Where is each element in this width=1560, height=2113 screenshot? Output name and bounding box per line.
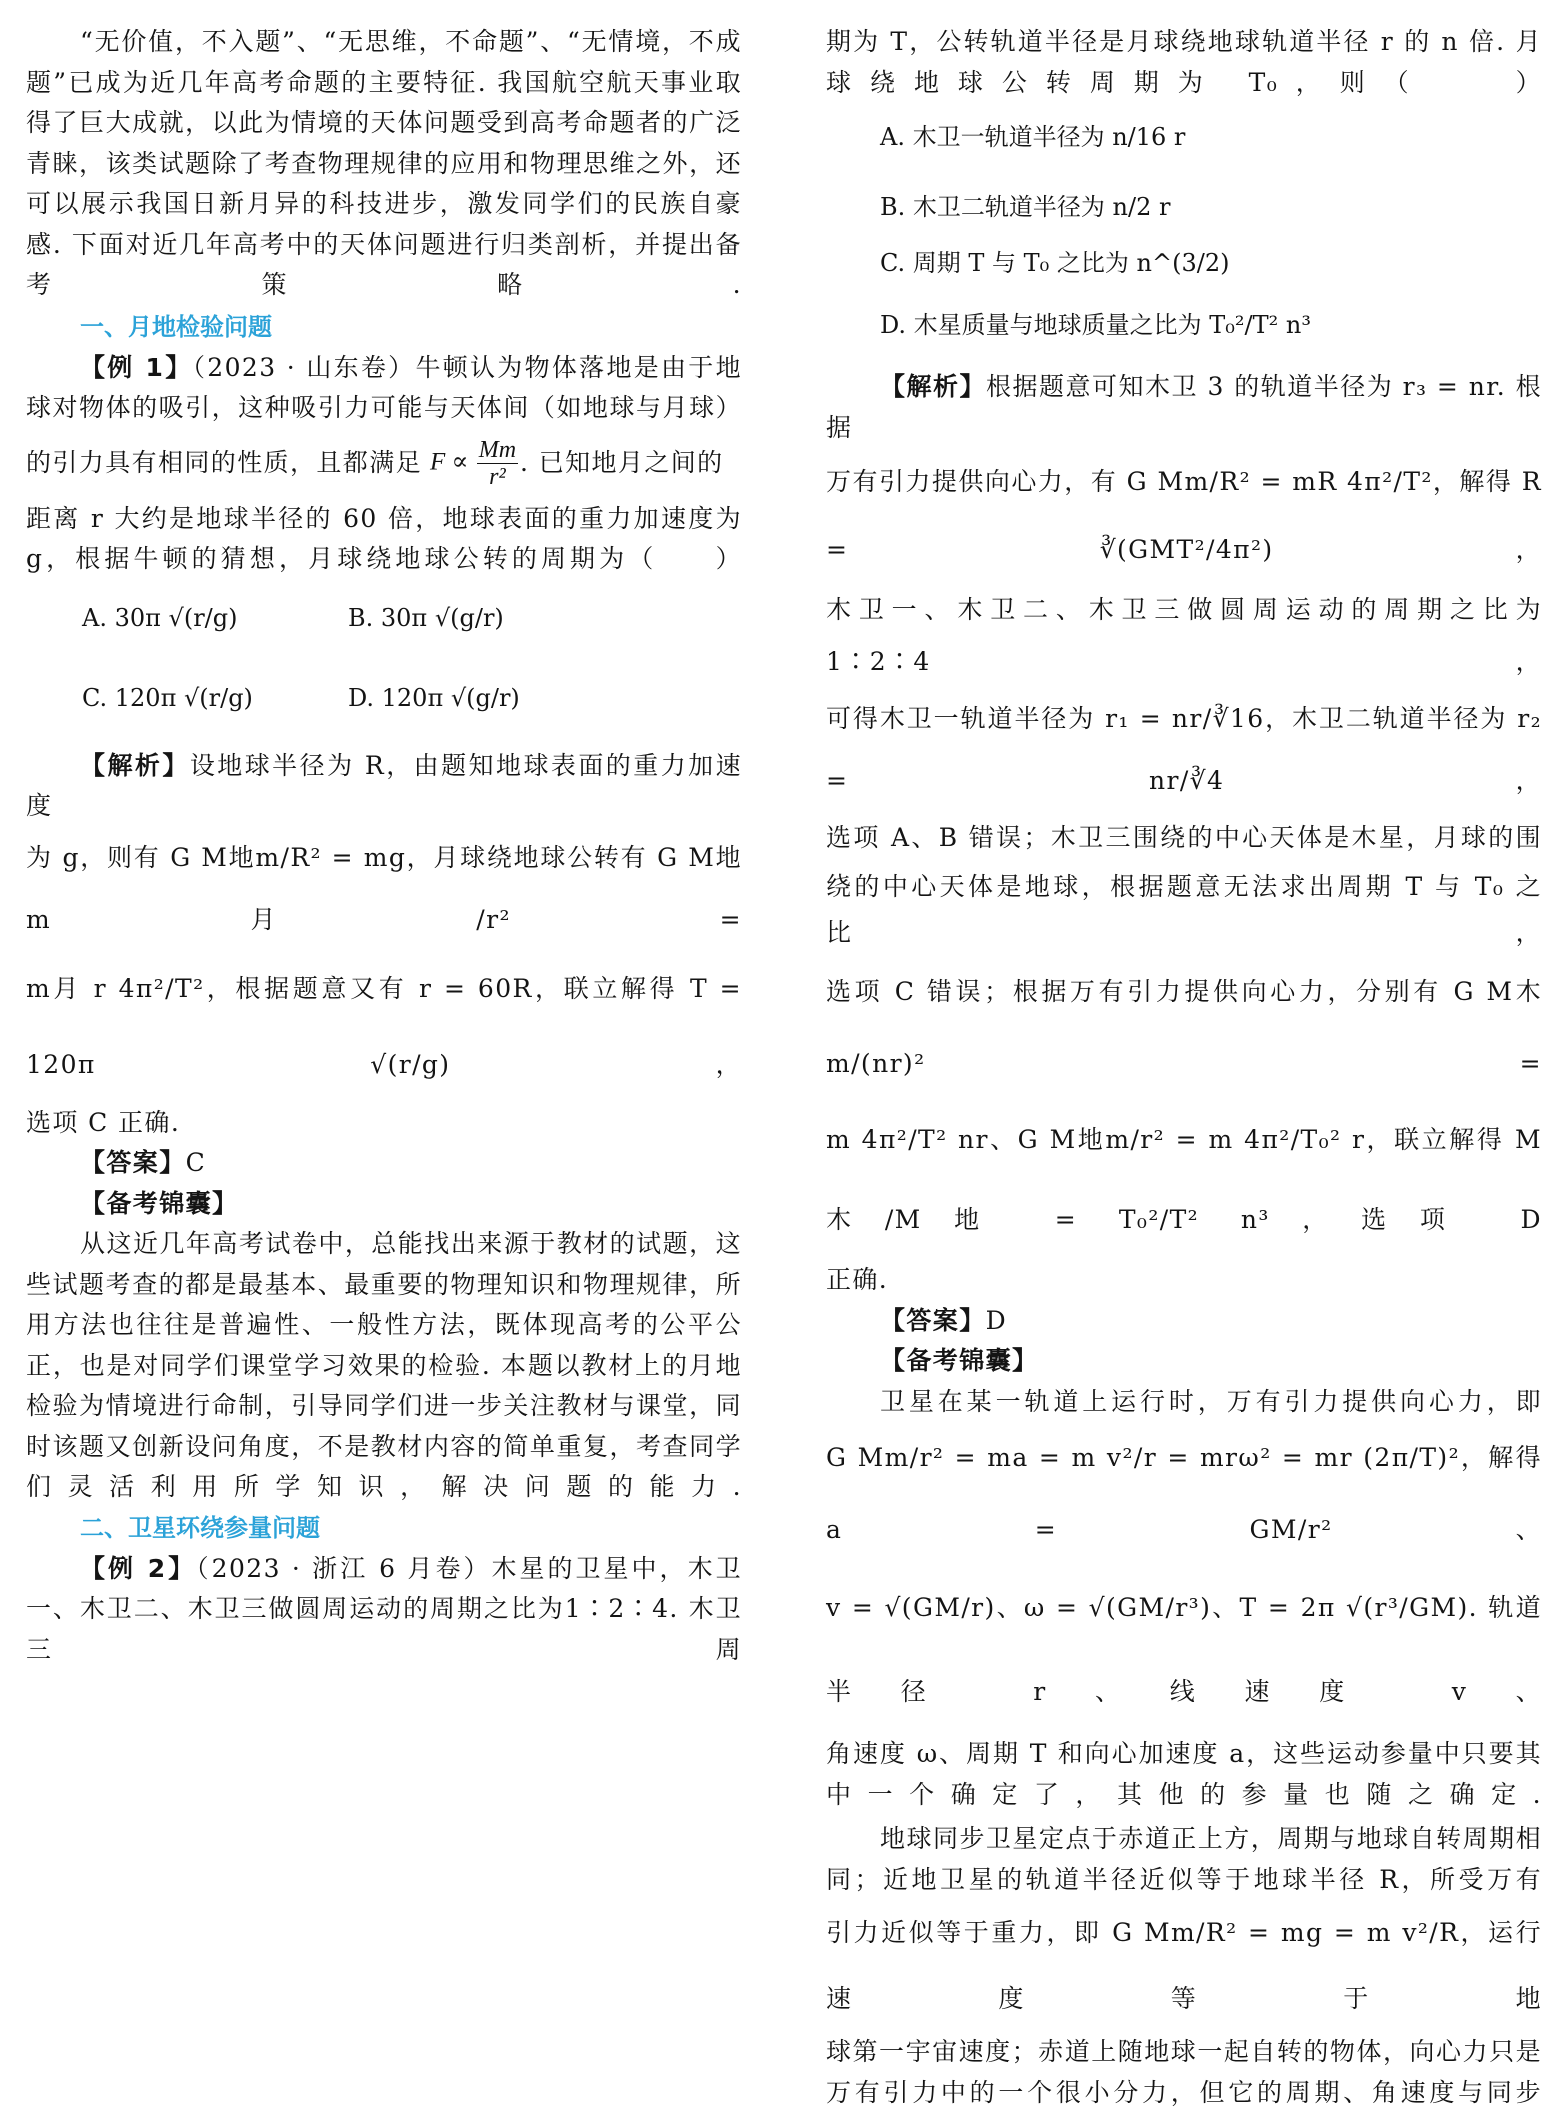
intro-paragraph: “无价值，不入题”、“无思维，不命题”、“无情境，不成题”已成为近几年高考命题的主要特征. 我国航空航天事业取得了巨大成就，以此为情境的天体问题受到高考命题者的广泛青睐，该类试题除了考查物理规律的应用和物理思维之外，还可以展示我国日新月异的科技进步，激发同学们的民族自豪感. 下面对近几年高考中的天体问题进行归类剖析，并提出备考策略. bbox=[26, 27, 742, 299]
analysis-1-line2: 为 g，则有 G M地m/R² = mg，月球绕地球公转有 G M地m月/r² = bbox=[26, 842, 742, 934]
tips-2-line2: G Mm/r² = ma = m v²/r = mrω² = mr (2π/T)²，解得 a = GM/r²、 bbox=[826, 1443, 1542, 1544]
example-1-text-c: 距离 r 大约是地球半径的 60 倍，地球表面的重力加速度为 g，根据牛顿的猜想，月球绕地球公转的周期为（ ） bbox=[26, 503, 742, 573]
example-1-text-a: （2023 · 山东卷）牛顿认为物体落地是由于地球对物体的吸引，这种吸引力可能与天体间（如地球与月球） bbox=[26, 352, 742, 422]
sync-satellite-paragraph-b: 引力近似等于重力，即 G Mm/R² = mg = m v²/R，运行速度等于地 bbox=[826, 1918, 1542, 2013]
option-b: B. 30π √(g/r) bbox=[348, 603, 504, 632]
example-2-continuation: 期为 T，公转轨道半径是月球绕地球轨道半径 r 的 n 倍. 月球绕地球公转周期为 T₀，则（ ） bbox=[826, 27, 1542, 97]
analysis-1-line3: m月 r 4π²/T²，根据题意又有 r = 60R，联立解得 T = 120π √(r/g)， bbox=[26, 973, 742, 1079]
option-b: B. 木卫二轨道半径为 n/2 r bbox=[880, 193, 1171, 221]
section-heading-1: 一、月地检验问题 bbox=[80, 312, 272, 341]
example-1-stem bbox=[26, 348, 742, 429]
example-2-stem bbox=[26, 1549, 742, 1671]
option-c: C. 120π √(r/g) bbox=[82, 683, 253, 712]
example-1-options bbox=[26, 580, 742, 746]
analysis-2-line3: 木卫一、木卫二、木卫三做圆周运动的周期之比为 1∶2∶4， bbox=[826, 595, 1542, 676]
analysis-1-line4: 选项 C 正确. bbox=[26, 1107, 181, 1137]
option-d: D. 120π √(g/r) bbox=[348, 683, 520, 712]
tips-2-line4: 角速度 ω、周期 T 和向心加速度 a，这些运动参量中只要其中一个确定了，其他的参量也随之确定. bbox=[826, 1739, 1542, 1809]
answer-2-value: D bbox=[985, 1305, 1008, 1335]
answer-2-tag: 【答案】 bbox=[880, 1305, 986, 1335]
sync-satellite-paragraph-c: 球第一宇宙速度；赤道上随地球一起自转的物体，向心力只是万有引力中的一个很小分力，但它的周期、角速度与同步 bbox=[826, 2037, 1542, 2107]
example-2-text: （2023 · 浙江 6 月卷）木星的卫星中，木卫一、木卫二、木卫三做圆周运动的周期之比为1∶2∶4. 木卫三周 bbox=[26, 1553, 742, 1664]
analysis-1-text1: 设地球半径为 R，由题知地球表面的重力加速度 bbox=[26, 750, 742, 820]
analysis-2-line7: 选项 C 错误；根据万有引力提供向心力，分别有 G M木m/(nr)² = bbox=[826, 977, 1542, 1078]
analysis-1-line1 bbox=[26, 746, 742, 827]
example-1-formula-row bbox=[26, 429, 742, 499]
analysis-2-line2: 万有引力提供向心力，有 G Mm/R² = mR 4π²/T²，解得 R = ∛(GMT²/4π²)， bbox=[826, 467, 1542, 564]
sync-satellite-paragraph-a: 地球同步卫星定点于赤道正上方，周期与地球自转周期相同；近地卫星的轨道半径近似等于地球半径 R，所受万有 bbox=[826, 1824, 1542, 1894]
tips-2-tag: 【备考锦囊】 bbox=[880, 1346, 1039, 1375]
section-heading-2: 二、卫星环绕参量问题 bbox=[80, 1513, 320, 1542]
example-1-text-b: 的引力具有相同的性质，且都满足 bbox=[26, 448, 423, 478]
analysis-2-text1: 根据题意可知木卫 3 的轨道半径为 r₃ = nr. 根据 bbox=[826, 372, 1542, 442]
analysis-2-line5: 选项 A、B 错误；木卫三围绕的中心天体是木星，月球的围 bbox=[826, 823, 1542, 852]
answer-2 bbox=[826, 1301, 1542, 1342]
tips-2-line3: v = √(GM/r)、ω = √(GM/r³)、T = 2π √(r³/GM). 轨道半径 r、线速度 v、 bbox=[826, 1593, 1542, 1706]
option-d: D. 木星质量与地球质量之比为 T₀²/T² n³ bbox=[880, 311, 1311, 339]
example-2-tag: 【例 2】 bbox=[80, 1553, 197, 1583]
answer-1 bbox=[26, 1143, 742, 1184]
example-1-formula: F ∝ $\frac{Mm}{\text{r²}}$ bbox=[430, 436, 517, 490]
answer-1-value: C bbox=[185, 1148, 207, 1177]
analysis-2-line1 bbox=[826, 367, 1542, 448]
answer-1-tag: 【答案】 bbox=[80, 1148, 186, 1177]
analysis-1-tag: 【解析】 bbox=[80, 750, 190, 780]
example-1-tag: 【例 1】 bbox=[80, 352, 193, 382]
analysis-2-line4: 可得木卫一轨道半径为 r₁ = nr/∛16，木卫二轨道半径为 r₂ = nr/∛4， bbox=[826, 704, 1542, 795]
analysis-2-line8: m 4π²/T² nr、G M地m/r² = m 4π²/T₀² r，联立解得 M木/M地 = T₀²/T² n³，选项 D bbox=[826, 1125, 1542, 1234]
analysis-2-tag: 【解析】 bbox=[880, 372, 987, 401]
example-1-text-b-tail: . 已知地月之间的 bbox=[520, 448, 724, 478]
right-column bbox=[826, 0, 1542, 2107]
left-column bbox=[26, 0, 742, 1664]
tips-2-line1: 卫星在某一轨道上运行时，万有引力提供向心力，即 bbox=[880, 1386, 1542, 1416]
tips-1-tag: 【备考锦囊】 bbox=[80, 1188, 239, 1218]
analysis-2-line9: 正确. bbox=[826, 1265, 889, 1294]
option-c: C. 周期 T 与 T₀ 之比为 n^(3/2) bbox=[880, 249, 1230, 277]
option-a: A. 30π √(r/g) bbox=[82, 603, 238, 632]
option-a: A. 木卫一轨道半径为 n/16 r bbox=[880, 123, 1186, 151]
example-2-options bbox=[826, 103, 1542, 343]
tips-1-paragraph: 从这近几年高考试卷中，总能找出来源于教材的试题，这些试题考查的都是最基本、最重要的物理知识和物理规律，所用方法也往往是普遍性、一般性方法，既体现高考的公平公正，也是对同学们课堂学习效果的检验. 本题以教材上的月地检验为情境进行命制，引导同学们进一步关注教材与课堂，同时该题又创新设问角度，不是教材内容的简单重复，考查同学们灵活利用所学知识，解决问题的能力. bbox=[26, 1229, 742, 1501]
analysis-2-line6: 绕的中心天体是地球，根据题意无法求出周期 T 与 T₀ 之比， bbox=[826, 872, 1542, 947]
